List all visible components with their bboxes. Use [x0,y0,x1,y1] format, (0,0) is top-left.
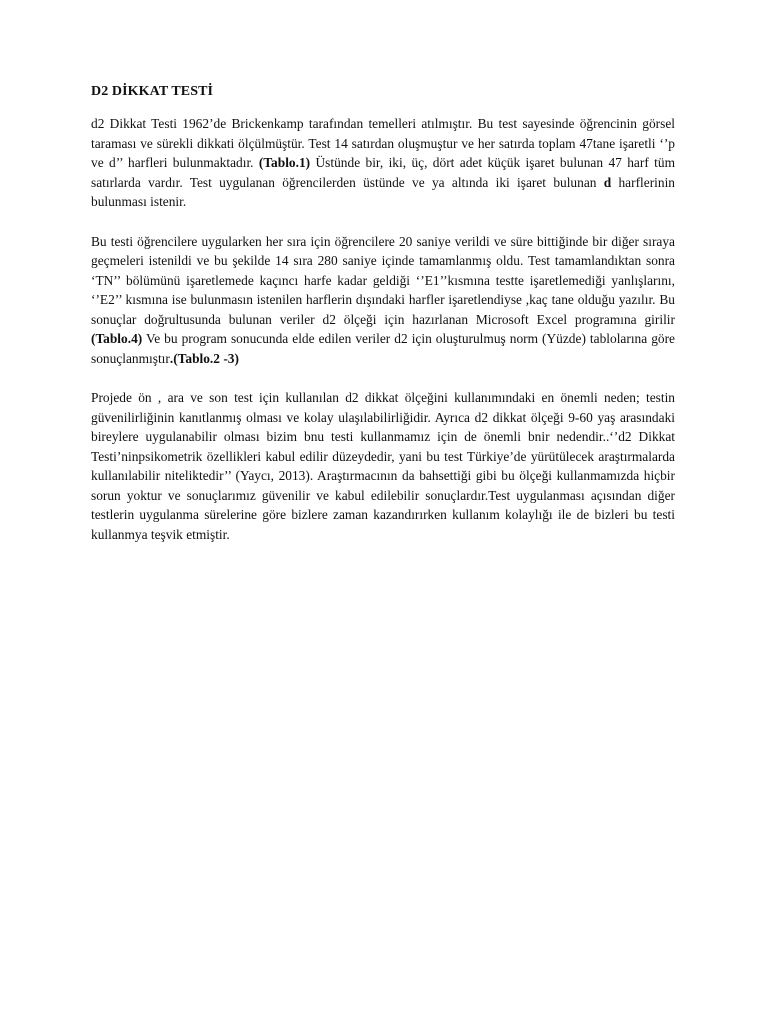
document-title: D2 DİKKAT TESTİ [91,84,214,99]
table-reference-2-3: .(Tablo.2 -3) [169,350,239,366]
document-body [91,84,675,564]
letter-d-bold: d [603,174,612,190]
paragraph-2-text-b: Ve bu program sonucunda elde edilen veriler d2 için oluşturulmuş norm (Yüzde) tablolarına göre sonuçlanmıştır [91,331,675,366]
paragraph-1-text-c: harflerinin bulunması istenir. [91,174,676,209]
table-reference-4: (Tablo.4) [91,331,143,346]
paragraph-1 [91,114,675,212]
paragraph-1-text-b: Üstünde bir, iki, üç, dört adet küçük işaret bulunan 47 harf tüm satırlarda vardır. Test uygulanan öğrencilerden üstünde ve ya altında iki işaret bulunan [91,155,675,190]
paragraph-1-text-a: d2 Dikkat Testi 1962’de Brickenkamp tarafından temelleri atılmıştır. Bu test sayesinde öğrencinin görsel taraması ve sürekli dikkati ölçülmüştür. Test 14 satırdan oluşmuştur ve her satırda toplam 47tane işaretli ‘’p ve d’’ harfleri bulunmaktadır. [91,116,675,170]
paragraph-3: Projede ön , ara ve son test için kullanılan d2 dikkat ölçeğini kullanımındaki en önemli neden; testin güvenilirliğinin kanıtlanmış olması ve kolay ulaşılabilirliğidir. Ayrıca d2 dikkat ölçeği 9-60 yaş arasındaki bireylere uygulanabilir olması bizim bnu testi kullanmamız için de önemli bnir nedendir..‘’d2 Dikkat Testi’ninpsikometrik özellikleri kabul edilir düzeydedir, yani bu test Türkiye’de yürütülecek araştırmalarda kullanılabilir niteliktedir’’ (Yaycı, 2013). Araştırmacının da bahsettiği gibi bu ölçeği kullanmamızda hiçbir sorun yoktur ve sonuçlarımız güvenilir ve kabul edilebilir sonuçlardır.Test uygulanması açısından diğer testlerin uygulanma sürelerine göre bizlere zaman kazandırırken kullanım kolaylığı ile de bizleri bu testi kullanmya teşvik etmiştir. [91,390,675,542]
paragraph-2 [91,232,675,369]
paragraph-2-text-a: Bu testi öğrencilere uygularken her sıra için öğrencilere 20 saniye verildi ve süre bittiğinde bir diğer sıraya geçmeleri istenildi ve bu şekilde 14 sıra 280 saniye içinde tamamlanmış oldu. Test tamamlandıktan sonra ‘TN’’ bölümünü işaretlemede kaçıncı harfe kadar geldiği ‘’E1’’kısmına testte işaretlemediği yanlışlarını, ‘’E2’’ kısmına ise bulunmasın istenilen harflerin dışındaki harfler işaretlendiyse ,kaç tane olduğu yazılır. Bu sonuçlar doğrultusunda bulunan veriler d2 ölçeği için hazırlanan Microsoft Excel programına girilir [91,233,675,327]
table-reference-1: (Tablo.1) [258,155,311,170]
